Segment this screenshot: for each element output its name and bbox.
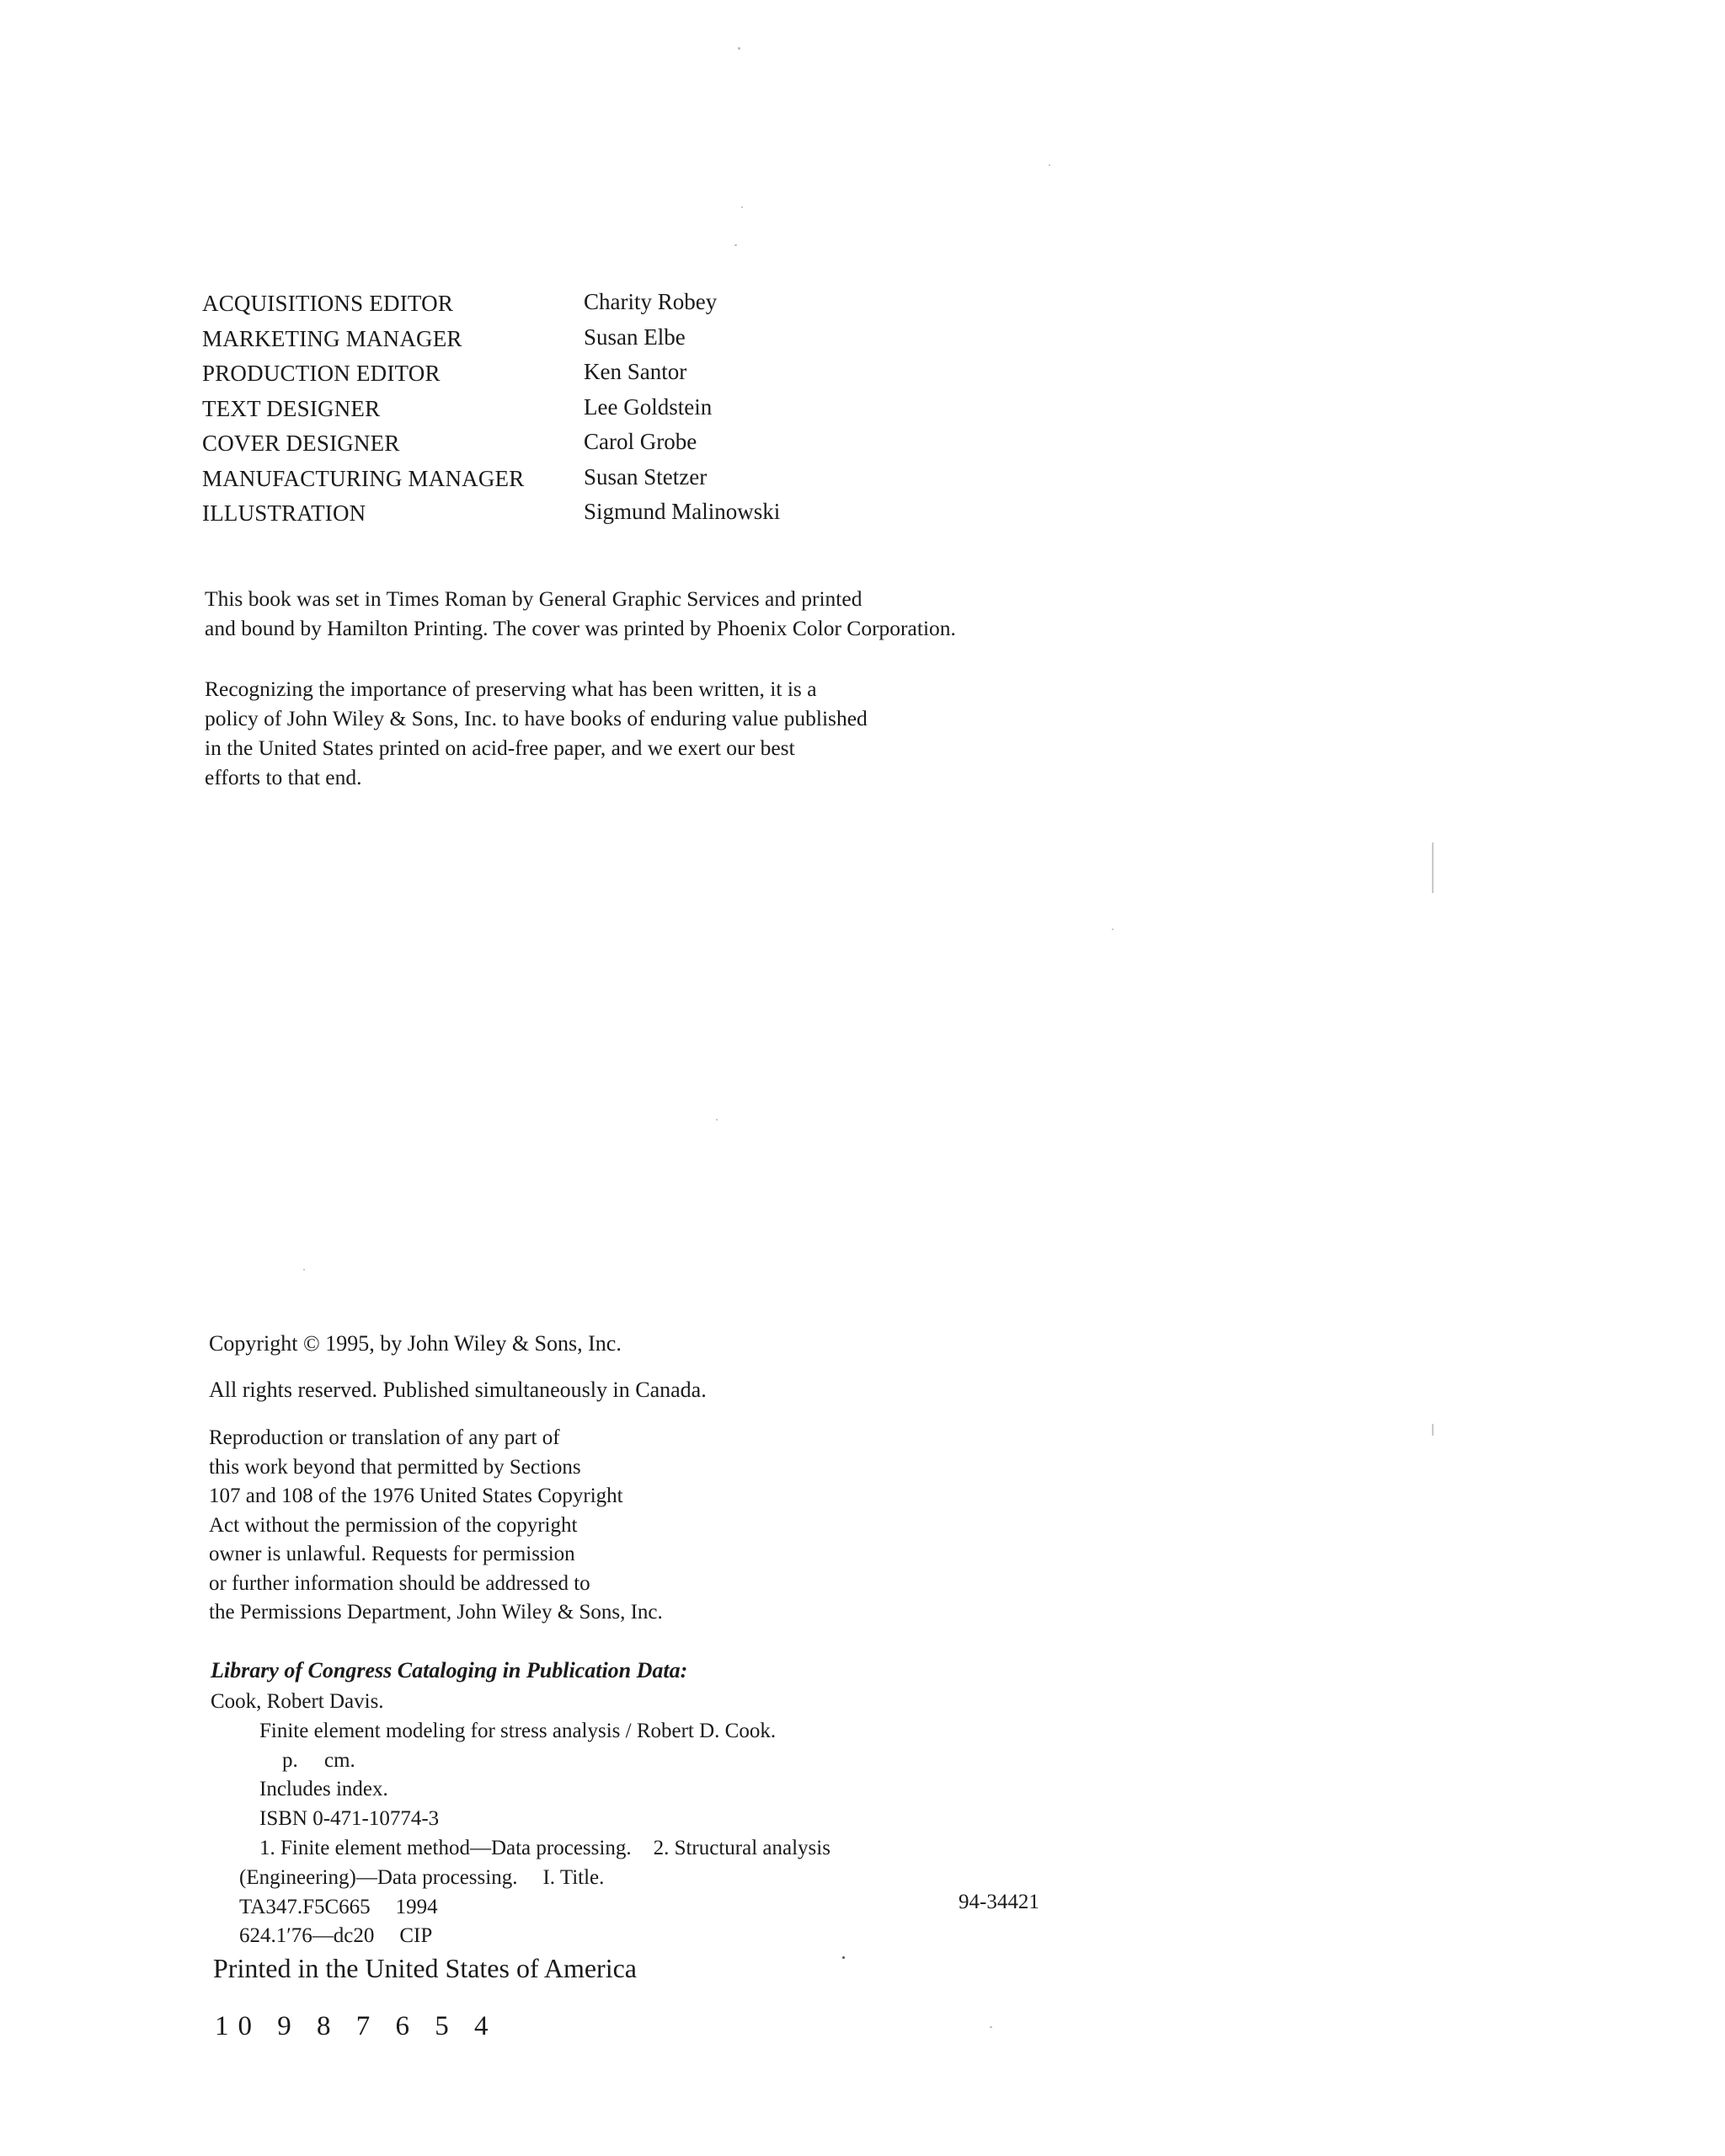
- paragraph-line: this work beyond that permitted by Sections: [209, 1455, 581, 1479]
- credit-role: TEXT DESIGNER: [202, 395, 381, 421]
- credit-name: Susan Stetzer: [584, 463, 708, 490]
- paragraph-line: Act without the permission of the copyright: [209, 1513, 578, 1537]
- cip-subject-2: 2. Structural analysis: [653, 1836, 830, 1859]
- paragraph-line: owner is unlawful. Requests for permission: [209, 1543, 575, 1565]
- scan-speck: [1049, 164, 1050, 166]
- credit-name: Carol Grobe: [584, 429, 697, 454]
- acid-free-policy-paragraph: [205, 674, 868, 792]
- cip-subjects: [211, 1834, 830, 1864]
- cip-heading: Library of Congress Cataloging in Publication Data:: [211, 1658, 688, 1683]
- scan-speck: [738, 47, 740, 50]
- cip-call-year: 1994: [395, 1895, 438, 1918]
- paragraph-line: policy of John Wiley & Sons, Inc. to have books of enduring value published: [205, 706, 868, 730]
- cip-record: [211, 1688, 830, 1951]
- cip-subject-2-cont: (Engineering)—Data processing.: [239, 1865, 518, 1889]
- credit-name: Sigmund Malinowski: [584, 499, 781, 524]
- scan-speck: [303, 1269, 305, 1271]
- credit-role: COVER DESIGNER: [202, 431, 400, 456]
- scan-speck: [842, 1956, 845, 1959]
- cip-call-number-line: [211, 1893, 830, 1923]
- cip-subject-continued: [211, 1864, 830, 1893]
- scan-speck: [734, 244, 737, 246]
- reproduction-paragraph: [209, 1424, 663, 1628]
- scan-edge-mark: [1432, 843, 1434, 893]
- cip-index-note: Includes index.: [259, 1778, 388, 1801]
- printing-number-line: 10 9 8 7 6 5 4: [215, 2011, 498, 2041]
- credit-name: Susan Elbe: [584, 324, 686, 350]
- paragraph-line: Recognizing the importance of preserving what has been written, it is a: [205, 677, 817, 701]
- paragraph-line: This book was set in Times Roman by General Graphic Services and printed: [205, 586, 862, 611]
- cip-subject-1: 1. Finite element method—Data processing.: [259, 1836, 632, 1859]
- cip-added-entry: I. Title.: [542, 1865, 605, 1889]
- credit-role: ACQUISITIONS EDITOR: [202, 291, 454, 316]
- paragraph-line: the Permissions Department, John Wiley & Sons, Inc.: [209, 1601, 663, 1624]
- credit-role: MANUFACTURING MANAGER: [202, 465, 525, 491]
- cip-author: Cook, Robert Davis.: [211, 1690, 384, 1713]
- printed-in-statement: Printed in the United States of America: [213, 1953, 637, 1983]
- scan-edge-mark: [1432, 1424, 1434, 1436]
- credit-role: MARKETING MANAGER: [202, 325, 462, 351]
- scan-speck: [741, 206, 743, 208]
- paragraph-line: and bound by Hamilton Printing. The cover was printed by Phoenix Color Corporation.: [205, 616, 956, 640]
- cip-physical-description: p. cm.: [282, 1748, 355, 1772]
- credit-name: Charity Robey: [584, 289, 718, 314]
- typesetting-paragraph: [205, 584, 956, 643]
- lccn-number: 94-34421: [959, 1891, 1039, 1913]
- cip-title: Finite element modeling for stress analysis / Robert D. Cook.: [259, 1719, 777, 1742]
- paragraph-line: or further information should be addressed to: [209, 1571, 590, 1595]
- paragraph-line: efforts to that end.: [205, 765, 362, 789]
- copyright-notice: Copyright © 1995, by John Wiley & Sons, Inc.: [209, 1331, 622, 1356]
- cip-isbn: ISBN 0-471-10774-3: [259, 1807, 440, 1831]
- credit-role: ILLUSTRATION: [202, 500, 366, 526]
- credit-name: Lee Goldstein: [584, 393, 713, 420]
- cip-call-number: TA347.F5C665: [239, 1895, 371, 1918]
- credit-role: PRODUCTION EDITOR: [202, 361, 441, 386]
- cip-dewey-line: [211, 1922, 830, 1951]
- cip-tag: CIP: [399, 1924, 433, 1948]
- paragraph-line: in the United States printed on acid-free paper, and we exert our best: [205, 736, 795, 760]
- paragraph-line: Reproduction or translation of any part of: [209, 1426, 560, 1449]
- cip-dewey: 624.1′76—dc20: [239, 1924, 375, 1948]
- scan-speck: [1112, 928, 1114, 930]
- credit-name: Ken Santor: [584, 359, 687, 384]
- scan-speck: [716, 1119, 718, 1121]
- scan-speck: [990, 2026, 992, 2028]
- paragraph-line: 107 and 108 of the 1976 United States Copyright: [209, 1485, 623, 1507]
- rights-statement: All rights reserved. Published simultaneously in Canada.: [209, 1378, 707, 1402]
